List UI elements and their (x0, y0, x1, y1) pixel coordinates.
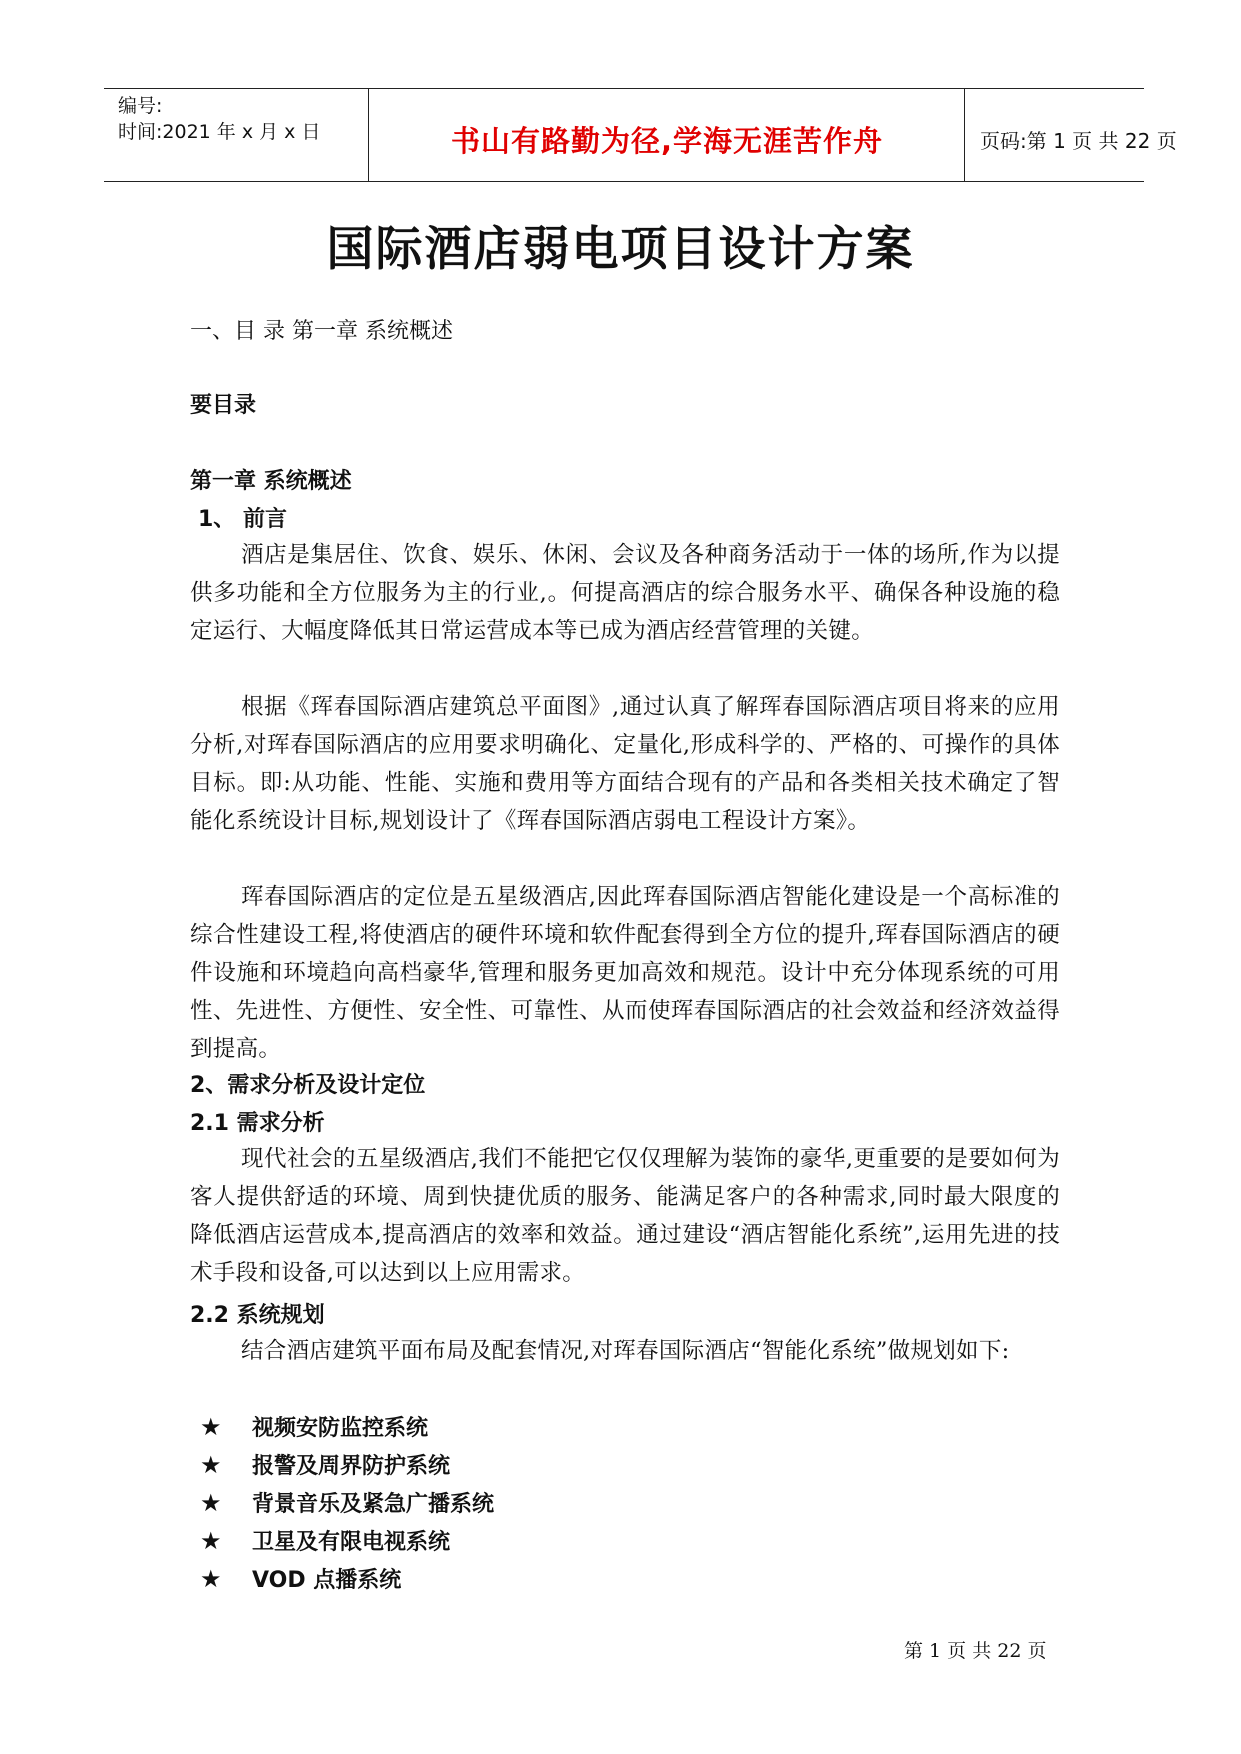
intro-paragraph-3: 珲春国际酒店的定位是五星级酒店,因此珲春国际酒店智能化建设是一个高标准的综合性建设工程,将使酒店的硬件环境和软件配套得到全方位的提升,珲春国际酒店的硬件设施和环境趋向高档豪华,管理和服务更加高效和规范。设计中充分体现系统的可用性、先进性、方便性、安全性、可靠性、从而使珲春国际酒店的社会效益和经济效益得到提高。 (190, 884, 1060, 1062)
toc-heading: 要目录 (190, 393, 257, 418)
section-heading-2-2: 2.2 系统规划 (190, 1303, 325, 1328)
paragraph-2-1: 现代社会的五星级酒店,我们不能把它仅仅理解为装饰的豪华,更重要的是要如何为客人提供舒适的环境、周到快捷优质的服务、能满足客户的各种需求,同时最大限度的降低酒店运营成本,提高酒店的效率和效益。通过建设“酒店智能化系统”,运用先进的技术手段和设备,可以达到以上应用需求。 (190, 1146, 1060, 1286)
document-title: 国际酒店弱电项目设计方案 (326, 222, 915, 277)
motto: 书山有路勤为径,学海无涯苦作舟 (450, 124, 884, 158)
header-page-cell (966, 89, 1177, 181)
toc-line: 一、目 录 第一章 系统概述 (190, 319, 453, 344)
star-icon: ★ (200, 1527, 222, 1555)
list-item: ★ 报警及周界防护系统 (200, 1446, 494, 1484)
section-heading-2-1: 2.1 需求分析 (190, 1111, 325, 1136)
page-info: 页码:第 1 页 共 22 页 (980, 129, 1177, 153)
star-icon: ★ (200, 1565, 222, 1593)
chapter-heading: 第一章 系统概述 (190, 469, 352, 494)
list-item: ★ VOD 点播系统 (200, 1560, 494, 1598)
paragraph-2-2: 结合酒店建筑平面布局及配套情况,对珲春国际酒店“智能化系统”做规划如下: (241, 1338, 1010, 1364)
list-item: ★ 背景音乐及紧急广播系统 (200, 1484, 494, 1522)
section-heading-2: 2、需求分析及设计定位 (190, 1073, 426, 1098)
list-item: ★ 视频安防监控系统 (200, 1408, 494, 1446)
list-item: ★ 卫星及有限电视系统 (200, 1522, 494, 1560)
page-header (104, 88, 1177, 182)
section-heading-1: 1、 前言 (198, 507, 287, 532)
star-icon: ★ (200, 1413, 222, 1441)
star-icon: ★ (200, 1451, 222, 1479)
number-label: 编号: (118, 95, 163, 117)
star-icon: ★ (200, 1489, 222, 1517)
header-motto-cell (370, 89, 965, 181)
intro-paragraph-1: 酒店是集居住、饮食、娱乐、休闲、会议及各种商务活动于一体的场所,作为以提供多功能和全方位服务为主的行业,。何提高酒店的综合服务水平、确保各种设施的稳定运行、大幅度降低其日常运营成本等已成为酒店经营管理的关键。 (190, 542, 1060, 644)
page-footer: 第 1 页 共 22 页 (904, 1640, 1047, 1662)
intro-paragraph-2: 根据《珲春国际酒店建筑总平面图》,通过认真了解珲春国际酒店项目将来的应用分析,对珲春国际酒店的应用要求明确化、定量化,形成科学的、严格的、可操作的具体目标。即:从功能、性能、实施和费用等方面结合现有的产品和各类相关技术确定了智能化系统设计目标,规划设计了《珲春国际酒店弱电工程设计方案》。 (190, 694, 1060, 834)
time-label: 时间:2021 年 x 月 x 日 (118, 121, 321, 143)
system-list (200, 1408, 494, 1598)
header-meta-cell (104, 89, 369, 181)
